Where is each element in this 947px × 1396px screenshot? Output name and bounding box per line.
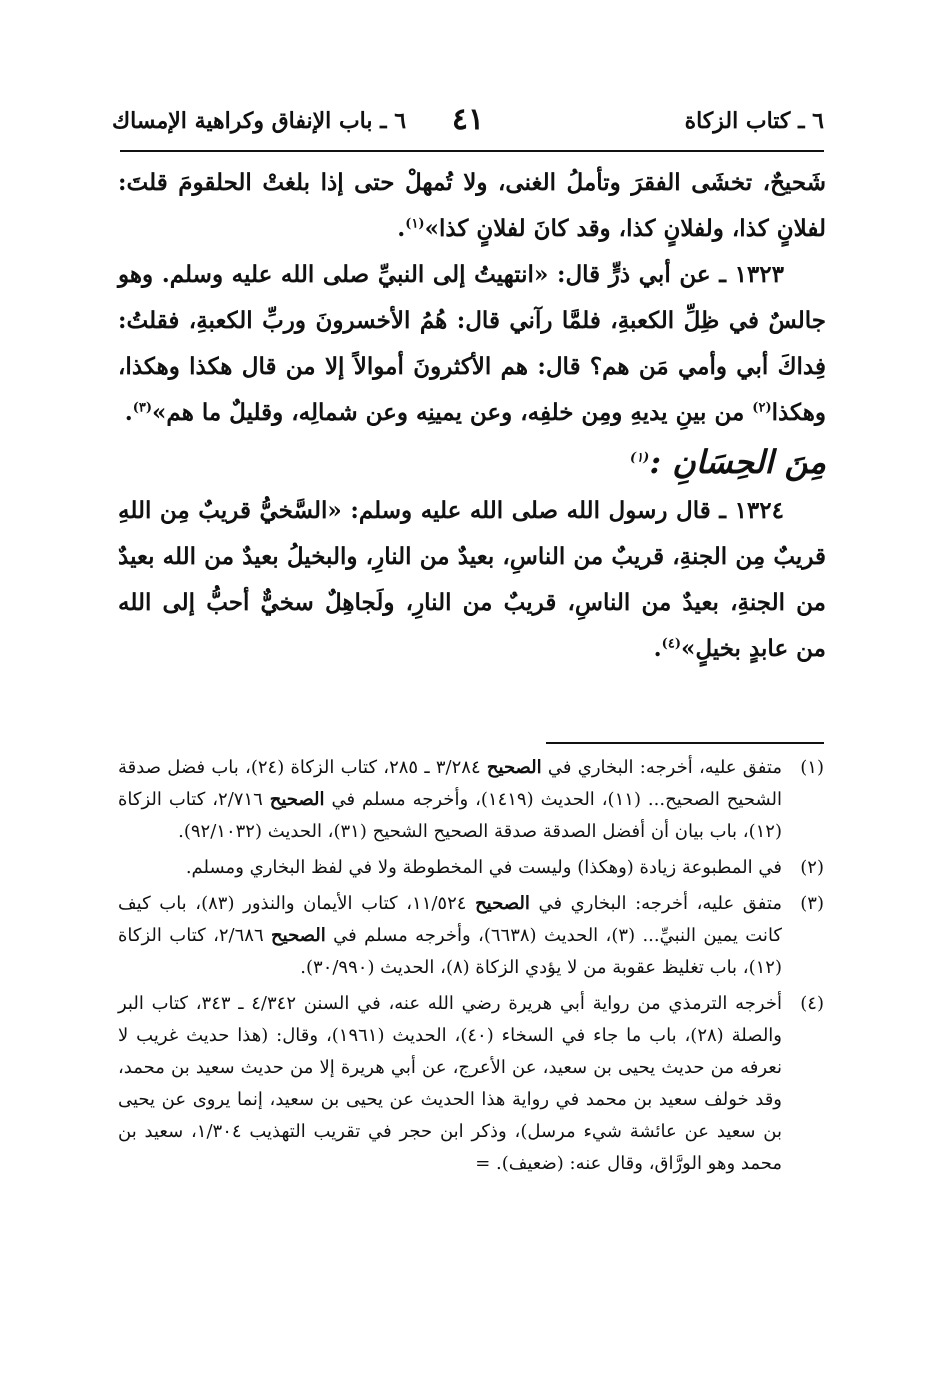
section-label: مِنَ الحِسَانِ :	[649, 443, 826, 481]
footnote-ref: (١)	[630, 450, 650, 466]
footnote-bold: الصحيح	[271, 925, 326, 946]
footnote-ref: (٣)	[132, 400, 153, 416]
footnote-text-part: ٢/٧١٦، كتاب الزكاة (١٢)، باب بيان أن أفضل الصدقة صدقة الصحيح الشحيح (٣١)، الحديث (٩٢/١٠٣٢).	[118, 789, 782, 842]
footnote-text	[118, 988, 782, 1180]
footnote-bold: الصحيح	[475, 893, 530, 914]
footnote-rule	[546, 742, 824, 744]
hadith-text: ـ عن أبي ذرٍّ قال: «انتهيتُ إلى النبيِّ صلى الله عليه وسلم. وهو جالسٌ في ظِلِّ الكعبةِ، فلمَّا رآني قال: هُمُ الأخسرونَ وربِّ الكعبةِ، فقلتُ: فِداكَ أبي وأمي مَن هم؟ قال: هم الأكثرونَ أموالاً إلا من قال هكذا وهكذا، وهكذا	[118, 261, 826, 426]
footnote-number: (٢)	[800, 857, 824, 878]
footnote-text	[118, 752, 782, 848]
footnote-text	[118, 852, 782, 884]
footnote-text-part: ٢/٦٨٦، كتاب الزكاة (١٢)، باب تغليظ عقوبة من لا يؤدي الزكاة (٨)، الحديث (٣٠/٩٩٠).	[118, 925, 782, 978]
hadith-1324	[118, 488, 826, 672]
section-title: ٦ ـ باب الإنفاق وكراهية الإمساك	[112, 108, 407, 134]
footnote	[118, 852, 824, 884]
footnote-bold: الصحيح	[486, 757, 542, 778]
footnote-text-part: متفق عليه، أخرجه: البخاري في	[529, 893, 782, 914]
hadith-end: .	[653, 635, 662, 662]
footnote-text-part: ٣/٢٨٤ ـ ٢٨٥، كتاب الزكاة (٢٤)، باب فضل صدقة الشحيح الصحيح... (١١)، الحديث (١٤١٩)، وأخرجه مسلم في	[118, 757, 782, 810]
main-text	[118, 160, 826, 672]
footnote-ref: (٤)	[661, 636, 681, 652]
footnote-ref: (٢)	[752, 400, 772, 416]
footnotes	[118, 752, 824, 1184]
hadith-number: ١٣٢٤	[734, 497, 784, 524]
chapter-title: ٦ ـ كتاب الزكاة	[684, 108, 824, 134]
footnote-text-part: أخرجه الترمذي من رواية أبي هريرة رضي الله عنه، في السنن ٤/٣٤٢ ـ ٣٤٣، كتاب البر والصلة (٢٨)، باب ما جاء في السخاء (٤٠)، الحديث (١٩٦١)، وقال: (هذا حديث غريب لا نعرفه من حديث يحيى بن سعيد، عن الأعرج، عن أبي هريرة إلا من حديث سعيد بن محمد، وقد خولف سعيد بن محمد في رواية هذا الحديث عن يحيى بن سعيد، إنما يروى عن يحيى بن سعيد عن عائشة شيء مرسل)، وذكر ابن حجر في تقريب التهذيب ١/٣٠٤، سعيد بن محمد وهو الورَّاق، وقال عنه: (ضعيف). =	[118, 993, 782, 1174]
hadith-text: من بينِ يديهِ ومِن خلفِه، وعن يمينِه وعن شمالِه، وقليلٌ ما هم»	[152, 399, 753, 426]
footnote-bold: الصحيح	[269, 789, 325, 810]
hadith-text: ـ قال رسول الله صلى الله عليه وسلم: «السَّخيُّ قريبٌ مِن اللهِ قريبٌ مِن الجنةِ، قريبٌ من الناسِ، بعيدٌ من النارِ، والبخيلُ بعيدٌ من الله بعيدٌ من الجنةِ، بعيدٌ من الناسِ، قريبٌ من النارِ، ولَجاهِلٌ سخيٌّ أحبُّ إلى الله من عابدٍ بخيلٍ»	[118, 497, 826, 662]
footnote-number: (١)	[800, 757, 824, 778]
section-heading	[118, 436, 826, 488]
footnote-ref: (١)	[405, 216, 425, 232]
page-number: ٤١	[451, 102, 485, 137]
footnote-text-part: متفق عليه، أخرجه: البخاري في	[541, 757, 782, 778]
header-rule	[120, 150, 824, 152]
footnote-text-part: ١١/٥٢٤، كتاب الأيمان والنذور (٨٣)، باب كيف كانت يمين النبيِّ... (٣)، الحديث (٦٦٣٨)، وأخرجه مسلم في	[118, 893, 782, 946]
footnote	[118, 752, 824, 848]
paragraph-continuation	[118, 160, 826, 252]
running-header	[112, 100, 824, 146]
footnote	[118, 888, 824, 984]
hadith-number: ١٣٢٣	[734, 261, 784, 288]
footnote-number: (٣)	[800, 893, 824, 914]
footnote-text-part: في المطبوعة زيادة (وهكذا) وليست في المخطوطة ولا في لفظ البخاري ومسلم.	[185, 857, 782, 878]
paragraph-text: شَحيحٌ، تخشَى الفقرَ وتأملُ الغنى، ولا تُمهلْ حتى إذا بلغتْ الحلقومَ قلتَ: لفلانٍ كذا، ولفلانٍ كذا، وقد كانَ لفلانٍ كذا»	[118, 169, 826, 242]
hadith-1323	[118, 252, 826, 436]
paragraph-end: .	[397, 215, 406, 242]
footnote	[118, 988, 824, 1180]
footnote-text	[118, 888, 782, 984]
hadith-end: .	[124, 399, 133, 426]
footnote-number: (٤)	[800, 993, 824, 1014]
